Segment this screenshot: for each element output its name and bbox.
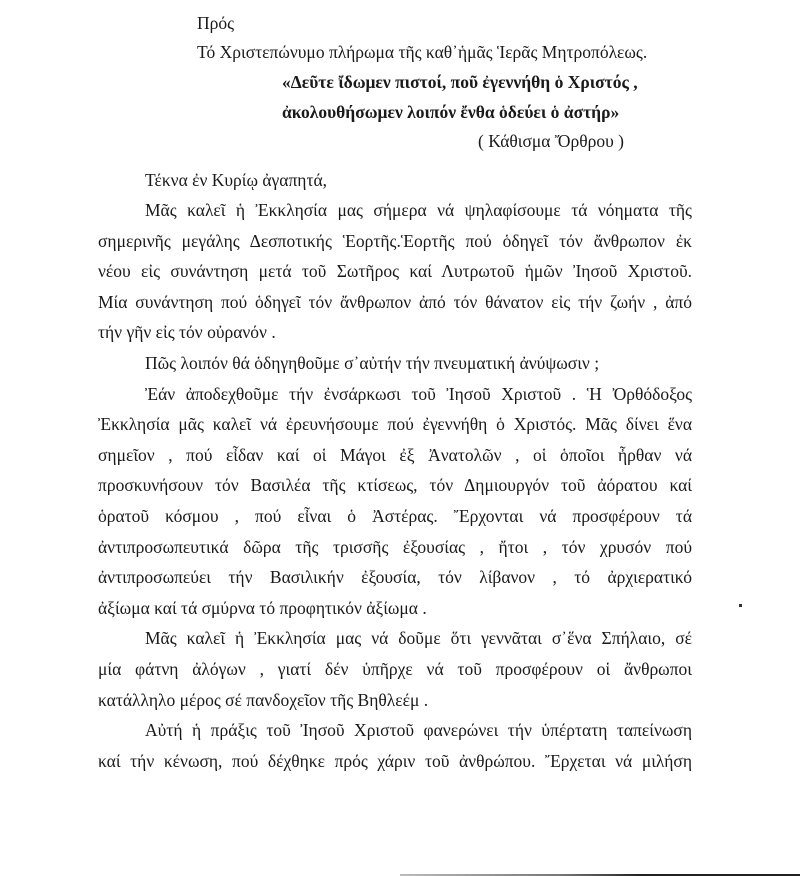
body-line: Μία συνάντηση πού ὁδηγεῖ τόν ἄνθρωπον ἀπό τόν θάνατον εἰς τήν ζωήν , ἀπό — [98, 291, 692, 312]
body-line: μία φάτνη ἀλόγων , γιατί δέν ὑπῆρχε νά τοῦ προσφέρουν οἱ ἄνθρωποι — [98, 659, 692, 679]
body-line: σημερινῆς μεγάλης Δεσποτικής Ἑορτῆς.Ἑορτῆς πού ὁδηγεῖ τόν ἄνθρωπον ἐκ — [98, 230, 692, 251]
body-line: Ἐκκλησία μᾶς καλεῖ νά ἐρευνήσουμε πού ἐγεννήθη ὁ Χριστός. Μᾶς δίνει ἕνα — [98, 414, 692, 435]
body-line: τήν γῆν εἰς τόν οὐρανόν . — [98, 322, 276, 343]
body-line: σημεῖον , πού εἶδαν καί οἱ Μάγοι ἐξ Ἀνατολῶν , οἱ ὁποῖοι ἦρθαν νά — [98, 444, 692, 465]
body-line: ἀντιπροσωπεύει τήν Βασιλικήν ἐξουσία, τόν λίβανον , τό ἀρχιερατικό — [98, 567, 692, 588]
body-line: Μᾶς καλεῖ ἡ Ἐκκλησία μας νά δοῦμε ὅτι γεννᾶται σ᾽ἕνα Σπήλαιο, σέ — [145, 628, 692, 649]
greeting: Τέκνα ἐν Κυρίῳ ἀγαπητά, — [145, 170, 328, 190]
body-line: ὁρατοῦ κόσμου , πού εἶναι ὁ Ἀστέρας. Ἔρχονται νά προσφέρουν τά — [98, 506, 692, 526]
body-line: ἀντιπροσωπευτικά δῶρα τῆς τρισσῆς ἐξουσίας , ἤτοι , τόν χρυσόν πού — [98, 536, 692, 557]
scan-speck — [739, 604, 742, 607]
addressee: Τό Χριστεπώνυμο πλήρωμα τῆς καθ᾽ἡμᾶς Ἱερᾶς Μητροπόλεως. — [197, 42, 648, 62]
body-line: Πῶς λοιπόν θά ὁδηγηθοῦμε σ᾽αὐτήν τήν πνευματική ἀνύψωσιν ; — [145, 353, 600, 373]
body-line: προσκυνήσουν τόν Βασιλέα τῆς κτίσεως, τόν Δημιουργόν τοῦ ἀόρατου καί — [98, 475, 692, 496]
body-line: ἀξίωμα καί τά σμύρνα τό προφητικόν ἀξίωμα . — [98, 597, 427, 618]
body-line: Ἐάν ἀποδεχθοῦμε τήν ἐνσάρκωσι τοῦ Ἰησοῦ Χριστοῦ . Ἡ Ὀρθόδοξος — [145, 383, 692, 404]
salutation-to: Πρός — [197, 13, 235, 33]
epigraph-line-1: «Δεῦτε ἴδωμεν πιστοί, ποῦ ἐγεννήθη ὁ Χριστός , — [282, 72, 638, 92]
body-line: καί τήν κένωση, πού δέχθηκε πρός χάριν τοῦ ἀνθρώπου. Ἔρχεται νά μιλήση — [98, 750, 692, 771]
body-line: Αὐτή ἡ πράξις τοῦ Ἰησοῦ Χριστοῦ φανερώνει τήν ὑπέρτατη ταπείνωση — [145, 720, 692, 741]
epigraph-line-2: ἀκολουθήσωμεν λοιπόν ἔνθα ὁδεύει ὁ ἀστήρ» — [282, 102, 620, 122]
body-line: Μᾶς καλεῖ ἡ Ἐκκλησία μας σήμερα νά ψηλαφίσουμε τά νόηματα τῆς — [145, 200, 692, 220]
epigraph-source: ( Κάθισμα Ὄρθρου ) — [478, 131, 624, 151]
body-line: κατάλληλο μέρος σέ πανδοχεῖον τῆς Βηθλεέμ . — [98, 689, 429, 710]
body-line: νέου εἰς συνάντηση μετά τοῦ Σωτῆρος καί Λυτρωτοῦ ἡμῶν Ἰησοῦ Χριστοῦ. — [98, 261, 692, 282]
